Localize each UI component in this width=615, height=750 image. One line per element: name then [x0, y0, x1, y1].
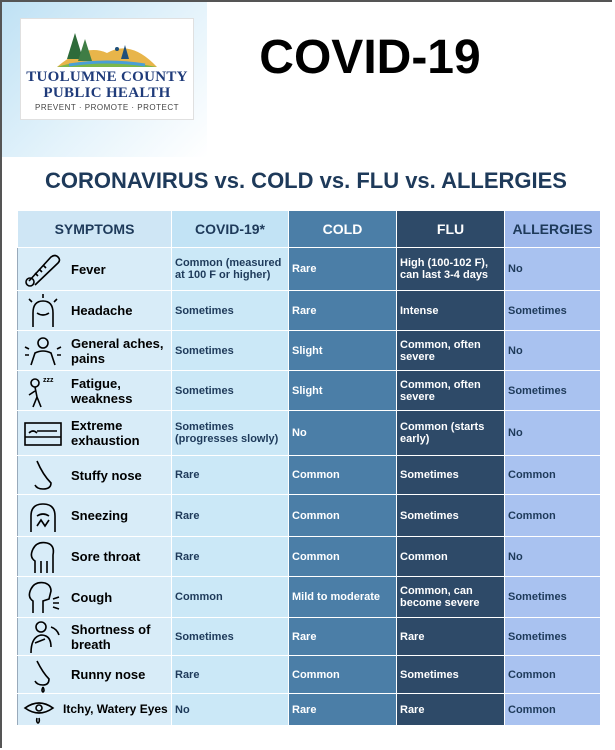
table-row: [18, 248, 601, 291]
cell-covid: Rare: [172, 537, 289, 577]
header-allergies: ALLERGIES: [505, 211, 601, 248]
header-cold: COLD: [289, 211, 397, 248]
cell-covid: Sometimes: [172, 331, 289, 371]
cell-covid: Rare: [172, 456, 289, 495]
cell-flu: High (100-102 F), can last 3-4 days: [397, 248, 505, 291]
fatigue-icon: [21, 373, 65, 409]
table-header-row: [18, 211, 601, 248]
cell-cold: Common: [289, 656, 397, 694]
cell-allergies: No: [505, 411, 601, 456]
symptom-name: Extreme exhaustion: [71, 418, 140, 448]
header-flu: FLU: [397, 211, 505, 248]
cell-allergies: Common: [505, 456, 601, 495]
thermometer-icon: [21, 251, 65, 287]
throat-icon: [21, 539, 65, 575]
cell-allergies: Sometimes: [505, 371, 601, 411]
symptom-name: Shortness of breath: [71, 621, 151, 652]
cell-covid: Sometimes: [172, 371, 289, 411]
symptom-name: Runny nose: [71, 667, 146, 682]
cell-covid: No: [172, 694, 289, 726]
cell-allergies: Sometimes: [505, 291, 601, 331]
logo-line-1: TUOLUMNE COUNTY: [26, 69, 188, 85]
symptom-name: Fatigue, weakness: [71, 375, 133, 406]
table-row: [18, 456, 601, 495]
table-row: [18, 291, 601, 331]
symptom-name: Fever: [71, 261, 106, 277]
breath-icon: [21, 619, 65, 655]
cell-flu: Sometimes: [397, 495, 505, 537]
cell-flu: Common, often severe: [397, 331, 505, 371]
headache-icon: [21, 293, 65, 329]
cell-allergies: No: [505, 331, 601, 371]
cell-cold: Rare: [289, 694, 397, 726]
cell-covid: Rare: [172, 495, 289, 537]
cell-allergies: No: [505, 537, 601, 577]
bed-icon: [21, 415, 65, 451]
cell-cold: No: [289, 411, 397, 456]
aches-icon: [21, 333, 65, 369]
cell-flu: Common, can become severe: [397, 577, 505, 618]
table-row: [18, 411, 601, 456]
nose-icon: [21, 457, 65, 493]
cell-allergies: Common: [505, 495, 601, 537]
symptom-comparison-table: [17, 210, 601, 726]
table-row: [18, 618, 601, 656]
cell-flu: Common: [397, 537, 505, 577]
cell-flu: Rare: [397, 694, 505, 726]
cell-covid: Sometimes (progresses slowly): [172, 411, 289, 456]
cell-covid: Rare: [172, 656, 289, 694]
cell-covid: Common (measured at 100 F or higher): [172, 248, 289, 291]
table-row: [18, 331, 601, 371]
cell-cold: Common: [289, 537, 397, 577]
page-subtitle: CORONAVIRUS vs. COLD vs. FLU vs. ALLERGIES: [45, 168, 567, 193]
cell-covid: Sometimes: [172, 618, 289, 656]
page-title: COVID-19: [259, 31, 481, 84]
symptom-name: Sore throat: [71, 549, 141, 564]
symptom-name: Headache: [71, 303, 133, 318]
cell-allergies: Sometimes: [505, 618, 601, 656]
header-covid: COVID-19*: [172, 211, 289, 248]
logo-landscape-icon: [55, 25, 159, 69]
cell-flu: Common, often severe: [397, 371, 505, 411]
table-row: [18, 371, 601, 411]
svg-text:zzz: zzz: [43, 376, 54, 384]
table-row: [18, 577, 601, 618]
cell-covid: Common: [172, 577, 289, 618]
cell-cold: Rare: [289, 291, 397, 331]
cell-cold: Rare: [289, 618, 397, 656]
symptom-name: Itchy, Watery Eyes: [63, 702, 168, 716]
cell-flu: Sometimes: [397, 656, 505, 694]
cell-cold: Mild to moderate: [289, 577, 397, 618]
header-symptoms: SYMPTOMS: [18, 211, 172, 248]
table-row: [18, 694, 601, 726]
cell-flu: Sometimes: [397, 456, 505, 495]
logo-line-2: PUBLIC HEALTH: [43, 85, 171, 101]
cell-cold: Slight: [289, 371, 397, 411]
cell-allergies: Common: [505, 694, 601, 726]
cell-flu: Common (starts early): [397, 411, 505, 456]
sneeze-icon: [21, 498, 65, 534]
runny-nose-icon: [21, 657, 65, 693]
cell-cold: Common: [289, 456, 397, 495]
cell-cold: Rare: [289, 248, 397, 291]
symptom-name: General aches, pains: [71, 335, 164, 366]
county-logo: [20, 18, 194, 120]
logo-tagline: PREVENT · PROMOTE · PROTECT: [34, 103, 180, 112]
cell-cold: Slight: [289, 331, 397, 371]
table-row: [18, 537, 601, 577]
cell-covid: Sometimes: [172, 291, 289, 331]
symptom-name: Stuffy nose: [71, 467, 142, 483]
cell-allergies: Common: [505, 656, 601, 694]
cough-icon: [21, 579, 65, 615]
cell-cold: Common: [289, 495, 397, 537]
cell-flu: Rare: [397, 618, 505, 656]
symptom-name: Sneezing: [71, 508, 129, 523]
cell-allergies: No: [505, 248, 601, 291]
cell-allergies: Sometimes: [505, 577, 601, 618]
eye-icon: [21, 696, 57, 724]
table-row: [18, 495, 601, 537]
symptom-name: Cough: [71, 589, 113, 605]
cell-flu: Intense: [397, 291, 505, 331]
table-row: [18, 656, 601, 694]
